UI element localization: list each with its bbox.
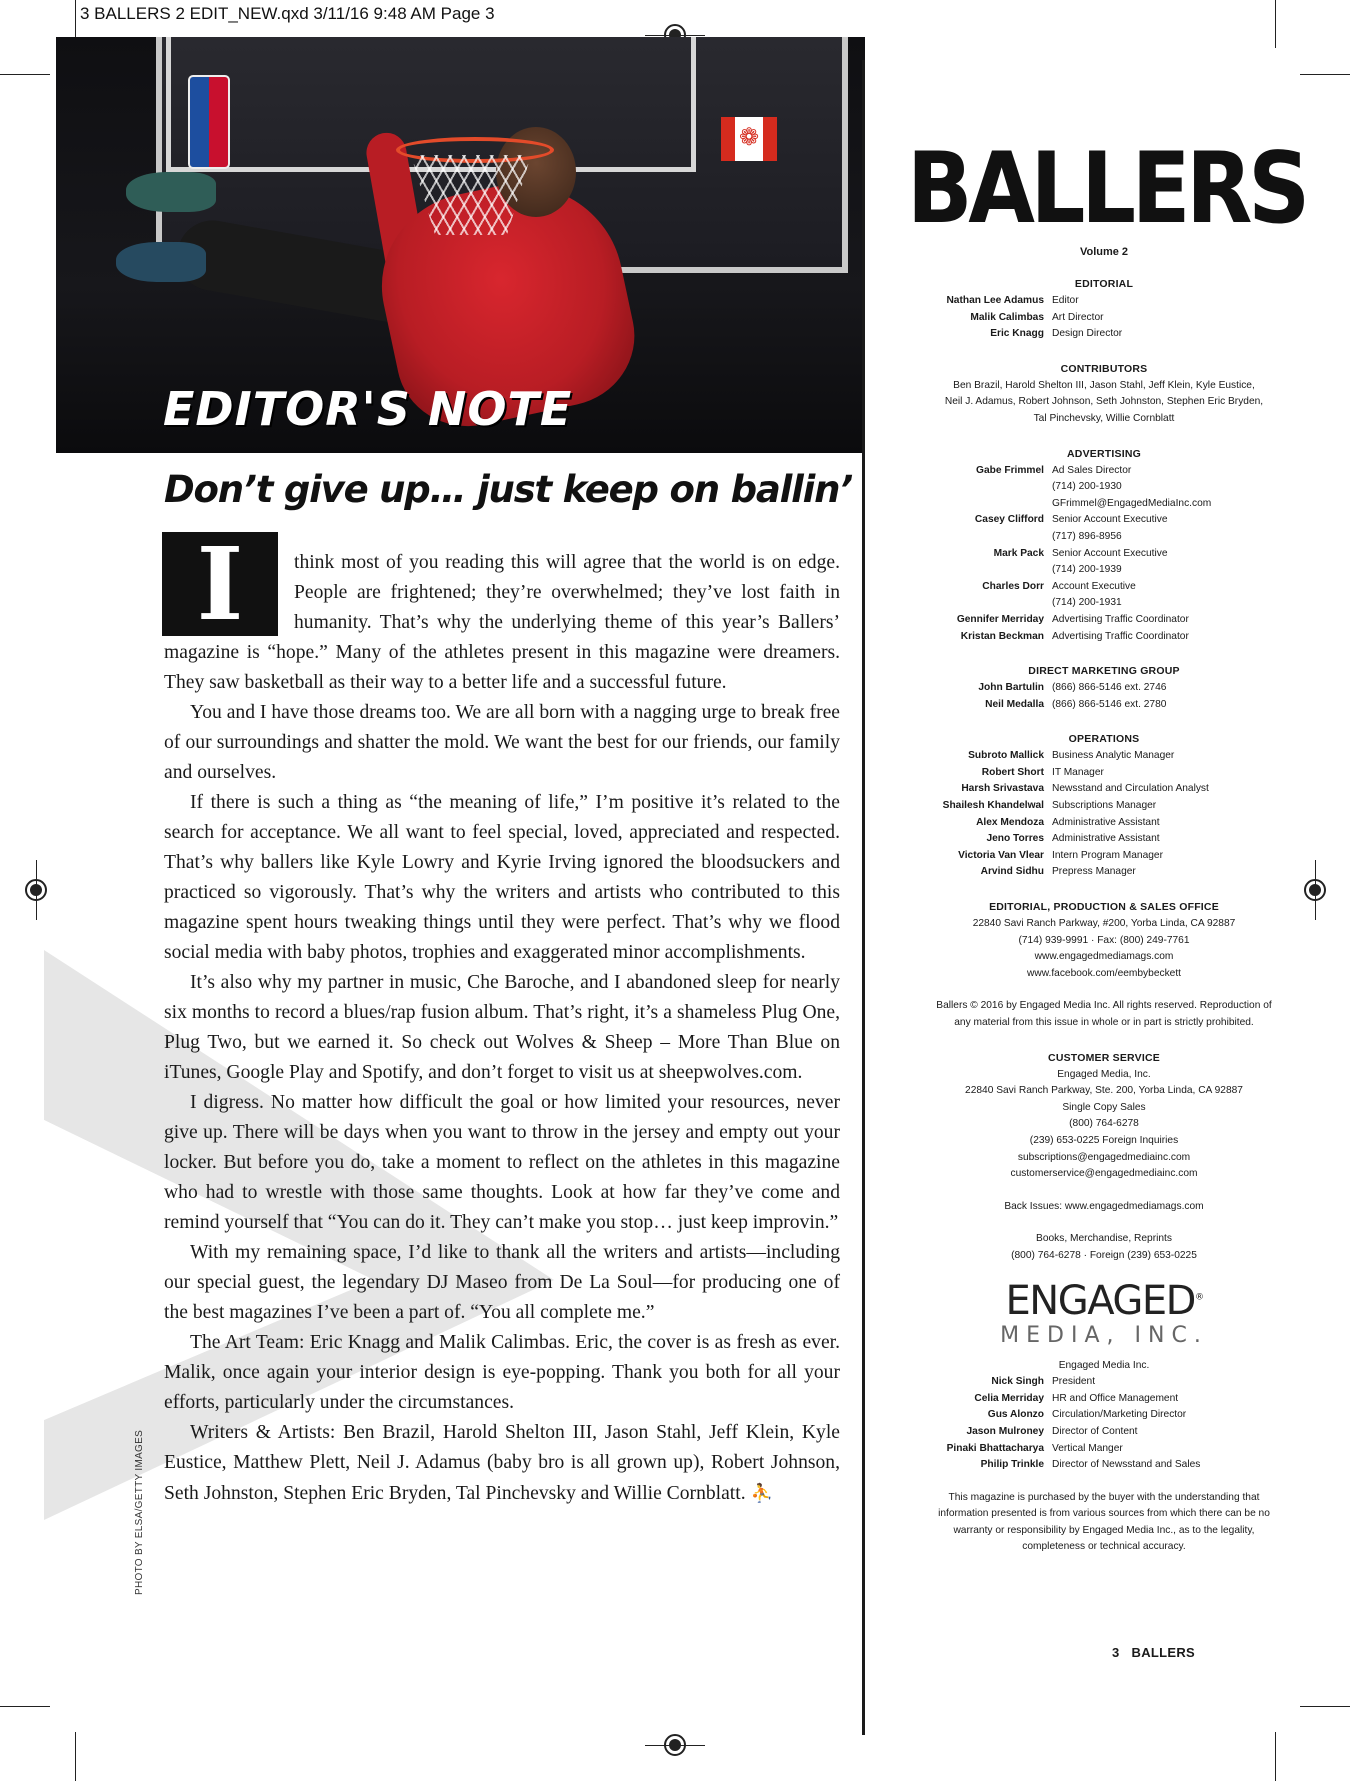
staff-row [880,293,1328,310]
crop-mark [1275,0,1276,48]
staff-role: Intern Program Manager [1052,849,1163,861]
staff-phone: (714) 200-1930 [1052,481,1122,493]
staff-row [880,815,1328,832]
file-slug: 3 BALLERS 2 EDIT_NEW.qxd 3/11/16 9:48 AM Page 3 [80,4,495,23]
advertising-list [880,463,1328,646]
contributors-line: Neil J. Adamus, Robert Johnson, Seth Johnston, Stephen Eric Bryden, [944,396,1264,408]
direct-marketing-title: DIRECT MARKETING GROUP [1028,665,1180,678]
staff-role: Account Executive [1052,580,1136,592]
cs-email-link[interactable]: subscriptions@engagedmediainc.com [1017,1151,1191,1163]
staff-role: Art Director [1052,311,1104,323]
office-phone: (714) 939-9991 · Fax: (800) 249-7761 [1018,934,1190,946]
player-shoe [116,242,206,282]
staff-name: Nathan Lee Adamus [946,295,1044,306]
staff-name: Kristan Beckman [960,630,1044,642]
staff-name: Alex Mendoza [976,816,1044,828]
registration-line [36,860,37,920]
staff-name: Subroto Mallick [968,750,1044,762]
staff-phone: (717) 896-8956 [1052,530,1122,542]
staff-name: Shailesh Khandelwal [942,800,1044,812]
article-paragraph: With my remaining space, I’d like to thank all the writers and artists—including our special guest, the legendary DJ Maseo from De La Soul—for producing one of the best magazines I’ve been a part of. “You all complete me.” [164,1242,840,1323]
staff-name: Gennifer Merriday [956,613,1044,625]
staff-name: Celia Merriday [974,1392,1044,1404]
canada-flag-icon [721,117,777,161]
column-divider [862,60,865,1735]
staff-role: Vertical Manger [1052,1442,1123,1454]
staff-name: Neil Medalla [985,698,1044,710]
customer-service-title: CUSTOMER SERVICE [1048,1051,1160,1064]
spacer [880,1474,1328,1490]
article-paragraph: You and I have those dreams too. We are all born with a nagging urge to break free of our surroundings and shatter the mold. We want the best for our friends, our family and ourselves. [164,702,840,783]
staff-role: Senior Account Executive [1052,514,1168,526]
staff-row [880,310,1328,327]
folio-title: BALLERS [1131,1645,1196,1660]
staff-row [880,463,1328,480]
staff-name [880,496,1052,513]
publisher-list [880,1374,1328,1474]
nba-logo-icon [188,75,230,169]
engaged-logo-subtext: MEDIA, INC. [1000,1322,1208,1348]
staff-row [880,798,1328,815]
volume-label: Volume 2 [1079,246,1129,258]
article-paragraph: The Art Team: Eric Knagg and Malik Calimbas. Eric, the cover is as fresh as ever. Malik, once again your interior design is eye-popping. Thank you both for all your efforts, particularly under the circumstances. [164,1332,840,1413]
staff-name: Robert Short [981,766,1044,778]
staff-name: Eric Knagg [990,328,1044,340]
direct-marketing-list [880,680,1328,713]
staff-row [880,765,1328,782]
editorial-list [880,293,1328,343]
cs-line: (800) 764-6278 [1069,1118,1139,1130]
staff-name: Arvind Sidhu [980,866,1044,878]
staff-role: Administrative Assistant [1052,816,1160,828]
crop-mark [0,74,50,75]
office-facebook-link[interactable]: www.facebook.com/eembybeckett [1026,967,1181,979]
staff-phone: (714) 200-1939 [1052,564,1122,576]
operations-title: OPERATIONS [1068,733,1140,746]
staff-role: Business Analytic Manager [1052,750,1175,762]
staff-row [880,781,1328,798]
staff-role: Design Director [1052,328,1123,340]
ballers-logo: BALLERS [906,132,1306,246]
article-paragraph: I digress. No matter how difficult the goal or how limited your resources, never give up. There will be days when you want to throw in the jersey and empty out your locker. But before you do, take a moment to reflect on the athletes in this magazine who had to wrestle with those same thoughts. Look at how far they’ve come and remind yourself that “You can do it. They can’t make you stop… just keep improvin.” [164,1092,840,1233]
office-website-link[interactable]: www.engagedmediamags.com [1034,951,1174,963]
staff-row [880,612,1328,629]
staff-phone: (866) 866-5146 ext. 2780 [1052,698,1167,710]
staff-row [880,546,1328,563]
staff-role: Circulation/Marketing Director [1052,1409,1187,1421]
staff-row [880,864,1328,881]
staff-name: Pinaki Bhattacharya [946,1442,1044,1454]
article-paragraph [164,1418,840,1509]
registered-mark: ® [1194,1292,1203,1303]
staff-row [880,680,1328,697]
cs-line: Single Copy Sales [1062,1101,1146,1113]
masthead [880,132,1328,1556]
staff-row [880,831,1328,848]
staff-row [880,848,1328,865]
staff-name: Harsh Srivastava [961,783,1044,795]
staff-row [880,579,1328,596]
staff-name: Nick Singh [991,1376,1044,1388]
spacer [880,982,1328,998]
staff-row [880,1457,1328,1474]
article-paragraph: If there is such a thing as “the meaning of life,” I’m positive it’s related to the search for acceptance. We all want to feel special, loved, appreciated and respected. That’s why ballers like Kyle Lowry and Kyrie Irving ignored the bloodsuckers and practiced so vigorously. That’s why the writers and artists who contributed to this magazine spent hours tweaking things until they were perfect. That’s why we flood social media with baby photos, trophies and exaggerated minor accomplishments. [164,792,840,963]
crop-mark [1300,74,1350,75]
staff-row [880,748,1328,765]
cs-line: 22840 Savi Ranch Parkway, Ste. 200, Yorba Linda, CA 92887 [965,1085,1243,1097]
staff-role: IT Manager [1052,766,1104,778]
advertising-title: ADVERTISING [1067,447,1141,460]
staff-row [880,562,1328,579]
editorial-title: EDITORIAL [1074,278,1134,290]
copyright-line: any material from this issue in whole or in part is strictly prohibited. [954,1017,1254,1028]
contributors-title: CONTRIBUTORS [1060,362,1148,375]
disclaimer-line: This magazine is purchased by the buyer with the understanding that [948,1491,1260,1503]
staff-name: Jeno Torres [986,833,1044,845]
operations-list [880,748,1328,881]
engaged-logo-text: ENGAGED [1005,1277,1195,1324]
staff-row [880,1441,1328,1458]
crop-mark [0,1706,50,1707]
player-shoe [126,172,216,212]
staff-role: Administrative Assistant [1052,833,1160,845]
staff-row [880,1391,1328,1408]
article-headline: Don’t give up… just keep on ballin’ [164,468,853,511]
staff-phone: (714) 200-1931 [1052,597,1122,609]
cs-email-link[interactable]: customerservice@engagedmediainc.com [1010,1168,1198,1180]
article-body [164,548,840,1509]
staff-row [880,1424,1328,1441]
staff-row [880,595,1328,612]
copyright-line: Ballers © 2016 by Engaged Media Inc. All rights reserved. Reproduction of [936,1000,1272,1012]
crop-mark [1275,1732,1276,1781]
staff-role: Advertising Traffic Coordinator [1052,613,1189,625]
staff-name: Philip Trinkle [980,1459,1044,1471]
disclaimer-line: warranty or responsibility by Engaged Media Inc., as to the legality, [953,1524,1255,1536]
staff-row [880,1407,1328,1424]
staff-name [880,529,1052,546]
staff-role: HR and Office Management [1052,1392,1179,1404]
section-title: EDITOR'S NOTE [163,382,573,436]
contributors-line: Tal Pinchevsky, Willie Cornblatt [1033,412,1175,424]
publisher-company: Engaged Media Inc. [1058,1359,1150,1371]
staff-name: Mark Pack [993,547,1044,559]
staff-role: Director of Newsstand and Sales [1052,1459,1201,1471]
staff-name: Gabe Frimmel [976,464,1044,476]
engaged-logo-wordmark [880,1277,1328,1324]
registration-line [645,1745,705,1746]
staff-role: Subscriptions Manager [1052,800,1157,812]
staff-name: Casey Clifford [974,514,1044,526]
books-line: Books, Merchandise, Reprints [1036,1233,1172,1245]
staff-name [880,562,1052,579]
staff-role: Prepress Manager [1052,866,1136,878]
staff-name: Malik Calimbas [970,311,1044,323]
drop-cap-letter: I [196,525,244,643]
staff-row [880,496,1328,513]
staff-name: Victoria Van Vlear [958,849,1044,861]
back-issues-link[interactable]: Back Issues: www.engagedmediamags.com [1004,1200,1204,1212]
staff-name [880,595,1052,612]
staff-role: Editor [1052,295,1079,306]
article-paragraph: It’s also why my partner in music, Che Baroche, and I abandoned sleep for nearly six months to record a blues/rap fusion album. That’s right, it’s a shameless Plug One, Plug Two, but we earned it. So check out Wolves & Sheep – More Than Blue on iTunes, Google Play and Spotify, and don’t forget to visit us at sheepwolves.com. [164,972,840,1083]
disclaimer-line: information presented is from various sources from which there can be no [938,1508,1270,1520]
article-paragraph-text: Writers & Artists: Ben Brazil, Harold Shelton III, Jason Stahl, Jeff Klein, Kyle Eustice, Matthew Plett, Neil J. Adamus (baby bro is all grown up), Robert Johnson, Seth Johnston, Stephen Eric Bryden, Tal Pinchevsky and Willie Cornblatt. [164,1422,840,1504]
staff-row [880,629,1328,646]
disclaimer-line: completeness or technical accuracy. [1022,1541,1186,1553]
staff-row [880,529,1328,546]
staff-role: Director of Content [1052,1425,1138,1437]
staff-row [880,326,1328,343]
crop-mark [1300,1706,1350,1707]
staff-name: Jason Mulroney [966,1425,1044,1437]
contributors-line: Ben Brazil, Harold Shelton III, Jason Stahl, Jeff Klein, Kyle Eustice, [953,379,1255,391]
staff-name: Gus Alonzo [987,1409,1044,1421]
staff-role: Newsstand and Circulation Analyst [1052,783,1209,795]
spacer [880,1183,1328,1199]
cs-line: Engaged Media, Inc. [1057,1068,1151,1080]
staff-name [880,479,1052,496]
staff-phone: (866) 866-5146 ext. 2746 [1052,682,1167,694]
staff-name: John Bartulin [978,682,1044,694]
staff-role: President [1052,1376,1096,1388]
hero-photo [56,37,865,453]
page-number: 3 [1112,1645,1120,1660]
cs-line: (239) 653-0225 Foreign Inquiries [1029,1134,1179,1146]
spacer [880,1348,1328,1358]
staff-row [880,697,1328,714]
staff-role: Ad Sales Director [1052,464,1132,476]
registration-line [645,35,705,36]
staff-role: Advertising Traffic Coordinator [1052,630,1189,642]
article-paragraph: think most of you reading this will agree that the world is on edge. People are frightened; they’re overwhelmed; they’ve lost faith in humanity. That’s why the underlying theme of this year’s Ballers’ magazine is “hope.” Many of the athletes present in this magazine were dreamers. They saw basketball as their way to a better life and a successful future. [164,552,840,693]
office-address: 22840 Savi Ranch Parkway, #200, Yorba Linda, CA 92887 [972,918,1236,930]
staff-row [880,512,1328,529]
books-line: (800) 764-6278 · Foreign (239) 653-0225 [1011,1249,1197,1261]
crop-mark [75,1732,76,1781]
photo-credit: PHOTO BY ELSA/GETTY IMAGES [134,1429,145,1595]
engaged-media-logo [880,1277,1328,1348]
spacer [880,1215,1328,1231]
staff-email: GFrimmel@EngagedMediaInc.com [1052,497,1212,509]
office-title: EDITORIAL, PRODUCTION & SALES OFFICE [989,901,1219,914]
staff-role: Senior Account Executive [1052,547,1168,559]
staff-name: Charles Dorr [982,580,1044,592]
end-mark-icon: ⛹ [750,1483,773,1503]
staff-row [880,1374,1328,1391]
page-folio [1112,1645,1207,1660]
staff-row [880,479,1328,496]
